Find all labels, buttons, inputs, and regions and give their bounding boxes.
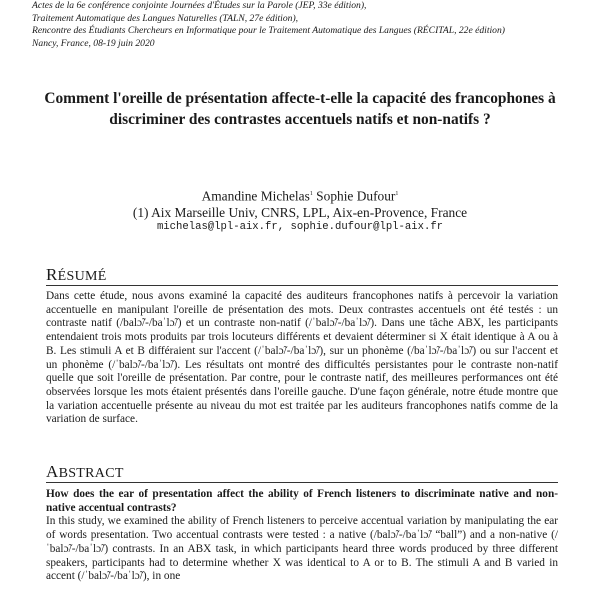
resume-rule (46, 285, 558, 286)
affiliation: (1) Aix Marseille Univ, CNRS, LPL, Aix-en-Provence, France (132, 205, 468, 221)
abstract-body (46, 488, 558, 584)
author-2: Sophie Dufour (316, 188, 396, 204)
author-1: Amandine Michelas (201, 188, 310, 204)
resume-text: Dans cette étude, nous avons examiné la capacité des auditeurs francophones natifs à percevoir la variation accentuelle en manipulant l'oreille de présentation des mots. Deux contrastes accentuels ont été testés : un contraste natif (/balɔ̃/-/baˈlɔ̃/) et un contraste non-natif (/ˈbalɔ̃/-/baˈlɔ̃/). Dans une tâche ABX, les participants entendaient trois mots produits par trois locuteurs différents et devaient déterminer si X était identique à A ou à B. Les stimuli A et B différaient sur l'accent (/ˈbalɔ̃/-/baˈlɔ̃/), sur un phonème (/baˈlɔ̃/-/baˈlɔ̃/) ou sur l'accent et un phonème (/ˈbalɔ̃/-/baˈlɔ̃/). Les résultats ont montré des difficultés persistantes pour le contraste non-natif quelle que soit l'oreille de présentation. Par contre, pour le contraste natif, des meilleures performances ont été observées lorsque les mots étaient présentés dans l'oreille gauche. D'une façon générale, notre étude montre que la variation accentuelle présente au niveau du mot est traitée par les auditeurs francophones natifs comme de la variation de surface. (46, 290, 558, 426)
header-line: Traitement Automatique des Langues Naturelles (TALN, 27e édition), (32, 12, 299, 24)
abstract-rule (46, 482, 558, 483)
header-line: Actes de la 6e conférence conjointe Journées d'Études sur la Parole (JEP, 33e édition), (32, 0, 367, 11)
abstract-heading-rest: BSTRACT (58, 466, 124, 481)
header-line: Nancy, France, 08-19 juin 2020 (32, 37, 155, 49)
proceedings-header (32, 0, 505, 50)
header-line: Rencontre des Étudiants Chercheurs en Informatique pour le Traitement Automatique des Langues (RÉCITAL, 22e édition) (32, 25, 505, 36)
author-names (0, 186, 600, 204)
abstract-heading-cap: A (46, 462, 59, 481)
author-2-affil-mark: 1 (395, 191, 399, 197)
abstract-heading (46, 462, 558, 482)
resume-heading-rest: ÉSUMÉ (57, 269, 107, 284)
abstract-english-title: How does the ear of presentation affect the ability of French listeners to discriminate native and non-native accentual contrasts? (46, 488, 558, 514)
author-emails: michelas@lpl-aix.fr, sophie.dufour@lpl-aix.fr (156, 221, 444, 234)
resume-heading-cap: R (46, 265, 58, 284)
author-block (0, 186, 600, 234)
resume-heading (46, 265, 558, 285)
paper-title: Comment l'oreille de présentation affecte-t-elle la capacité des francophones à discriminer des contrastes accentuels natifs et non-natifs ? (44, 90, 556, 128)
abstract-text: In this study, we examined the ability of French listeners to perceive accentual variation by manipulating the ear of words presentation. Two accentual contrasts were tested : a native (/balɔ̃/-/baˈlɔ̃/ “ball”) and a non-native (/ˈbalɔ̃/-/baˈlɔ̃/) contrasts. In an ABX task, in which participants heard three words produced by three different speakers, participants had to determine whether X was identical to A or to B. The stimuli A and B varied in accent (/ˈbalɔ̃/-/baˈlɔ̃/), in one (46, 515, 558, 583)
author-1-affil-mark: 1 (309, 191, 313, 197)
